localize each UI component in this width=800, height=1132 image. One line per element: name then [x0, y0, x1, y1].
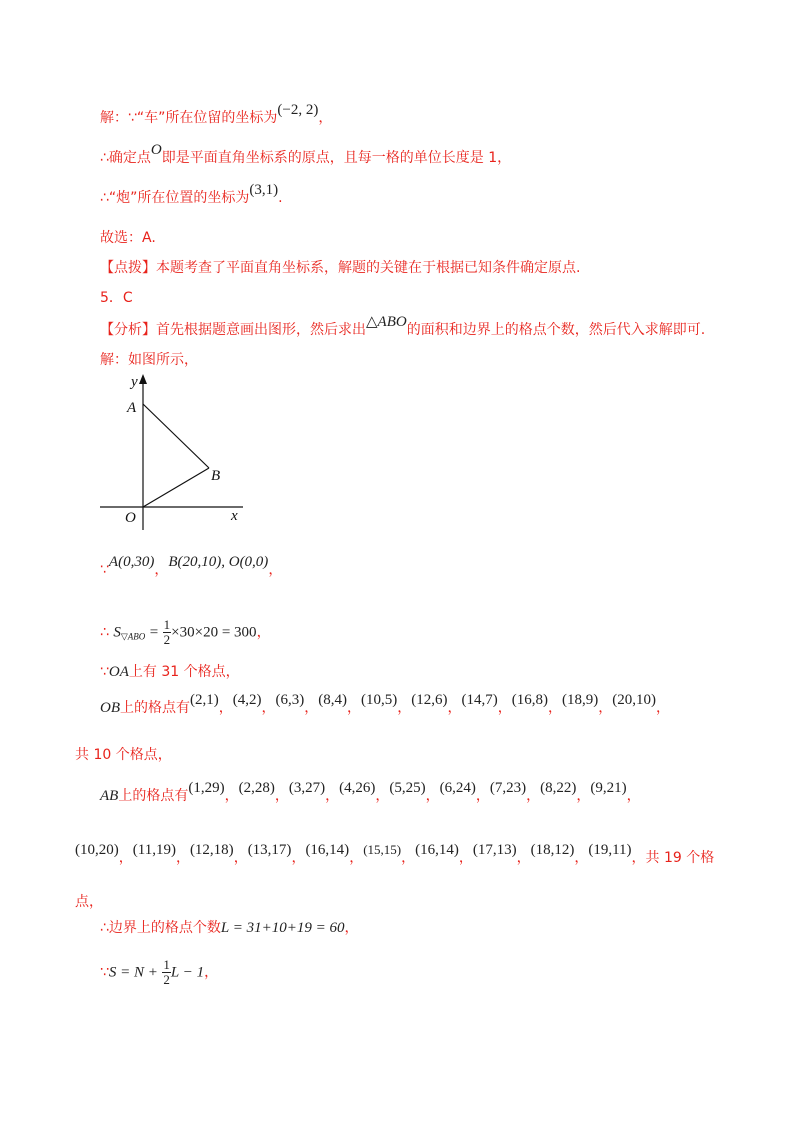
ob-point: (6,3) [275, 692, 305, 708]
ab-point: (5,25) [389, 780, 426, 796]
math-equals: = [149, 624, 159, 641]
text: ， [204, 964, 219, 981]
ab-point: (15,15) [363, 842, 402, 857]
math-segment: AB [100, 788, 119, 804]
line-oa-count [100, 662, 240, 682]
triangle-figure [95, 370, 255, 530]
text: ， [656, 700, 670, 716]
line-area [100, 618, 271, 647]
line-points [100, 554, 283, 580]
point-a-label: A [127, 400, 137, 416]
ab-point: (9,21) [590, 780, 627, 796]
line-ab-points-cont: (10,20)，(11,19)，(12,18)，(13,17)，(16,14)，(15,15)，(16,14)，(17,13)，(18,12)，(19,11)，共 19 个格 [75, 842, 715, 866]
text: ，共 19 个格 [631, 850, 715, 866]
fraction-half [163, 618, 172, 647]
line-boundary-count [100, 918, 358, 938]
text: 上的格点有 [118, 788, 189, 804]
text: ∵ [100, 964, 109, 981]
text: ， [268, 562, 283, 578]
math-subscript: ▽ABO [120, 631, 146, 642]
ob-point: (18,9) [562, 692, 599, 708]
ob-point: (4,2) [232, 692, 262, 708]
math-segment: OB [100, 700, 120, 716]
math-expression: L − 1 [170, 964, 205, 981]
text: 上有 31 个格点， [128, 664, 240, 680]
x-axis-label: x [231, 508, 238, 524]
text: ， [318, 110, 333, 126]
ab-point: (16,14) [305, 842, 350, 858]
line-answer: 故选：A. [100, 230, 156, 246]
text: ， [626, 788, 641, 804]
fraction-half [162, 958, 171, 987]
ob-point: (12,6) [411, 692, 448, 708]
math-segment: OA [108, 664, 129, 680]
text: ∴“炮”所在位置的坐标为 [100, 190, 250, 206]
math-points-bo: B(20,10), O(0,0) [168, 554, 269, 570]
ob-point: (2,1) [190, 692, 219, 708]
text: ， [154, 562, 169, 578]
ab-point: (3,27) [288, 780, 326, 796]
ab-point: (8,22) [540, 780, 577, 796]
numerator: 1 [163, 957, 170, 972]
math-area-symbol: S [113, 624, 121, 641]
text: 上的格点有 [120, 700, 190, 716]
ab-point: (19,11) [588, 842, 632, 858]
math-expression: L = 31+10+19 = 60 [220, 920, 345, 936]
denominator: 2 [163, 632, 171, 647]
ab-point: (13,17) [247, 842, 292, 858]
text: ∴边界上的格点个数 [100, 920, 221, 936]
text: ， [344, 920, 359, 936]
segment-ab [143, 404, 209, 468]
text: ， [256, 624, 271, 641]
ab-point: (6,24) [439, 780, 476, 796]
text: 解：∵“车”所在位留的坐标为 [100, 110, 278, 126]
text: ∴确定点 [100, 150, 151, 166]
text: ∴ [100, 624, 109, 641]
line-origin [100, 142, 512, 168]
point-o-label: O [125, 510, 136, 526]
math-point-a: A(0,30) [108, 554, 155, 570]
line-ab-points: AB上的格点有(1,29)，(2,28)，(3,27)，(4,26)，(5,25)，(6,24)，(7,23)，(8,22)，(9,21)， [100, 780, 641, 804]
text: 即是平面直角坐标系的原点，且每一格的单位长度是 1， [161, 150, 512, 166]
line-ab-total: 点， [75, 894, 103, 910]
math-triangle: △ABO [366, 314, 407, 330]
ob-point: (10,5) [361, 692, 398, 708]
ab-point: (7,23) [489, 780, 527, 796]
line-che-coordinate [100, 102, 333, 128]
ob-point: (20,10) [612, 692, 656, 708]
ab-point: (18,12) [530, 842, 575, 858]
point-b-label: B [211, 468, 221, 484]
text: ∵ [100, 664, 109, 680]
ob-point: (8,4) [318, 692, 347, 708]
line-ob-points: OB上的格点有(2,1)，(4,2)，(6,3)，(8,4)，(10,5)，(12,6)，(14,7)，(16,8)，(18,9)，(20,10)， [100, 692, 670, 716]
ob-point: (16,8) [511, 692, 548, 708]
ab-point: (4,26) [339, 780, 376, 796]
line-analysis [100, 314, 706, 340]
line-ob-total: 共 10 个格点， [75, 747, 172, 763]
question-number: 5．C [100, 290, 133, 306]
math-coordinate: (3,1) [249, 182, 279, 198]
line-tip: 【点拨】本题考查了平面直角坐标系，解题的关键在于根据已知条件确定原点. [100, 260, 581, 276]
line-pick-formula [100, 958, 218, 987]
y-axis-label: y [131, 374, 138, 390]
math-expression: ×30×20 = 300 [171, 624, 257, 641]
y-axis-arrow [139, 374, 147, 384]
ab-point: (1,29) [188, 780, 225, 796]
numerator: 1 [163, 617, 171, 632]
text: 的面积和边界上的格点个数，然后代入求解即可. [406, 322, 706, 338]
line-pao-coordinate [100, 182, 283, 208]
segment-ob [143, 468, 209, 507]
line-solution: 解：如图所示， [100, 352, 198, 368]
ab-point: (11,19) [132, 842, 176, 858]
ab-point: (12,18) [189, 842, 234, 858]
ob-point: (14,7) [461, 692, 498, 708]
denominator: 2 [163, 972, 170, 987]
ab-point: (2,28) [238, 780, 275, 796]
math-point: O [150, 142, 162, 158]
ab-point: (17,13) [472, 842, 517, 858]
math-expression: S = N + [108, 964, 158, 981]
ab-point: (16,14) [415, 842, 459, 858]
text: . [278, 190, 283, 206]
text: 【分析】首先根据题意画出图形，然后求出 [100, 322, 366, 338]
math-coordinate: (−2, 2) [277, 102, 319, 118]
text: ∵ [100, 562, 109, 578]
ab-point: (10,20) [75, 842, 119, 858]
